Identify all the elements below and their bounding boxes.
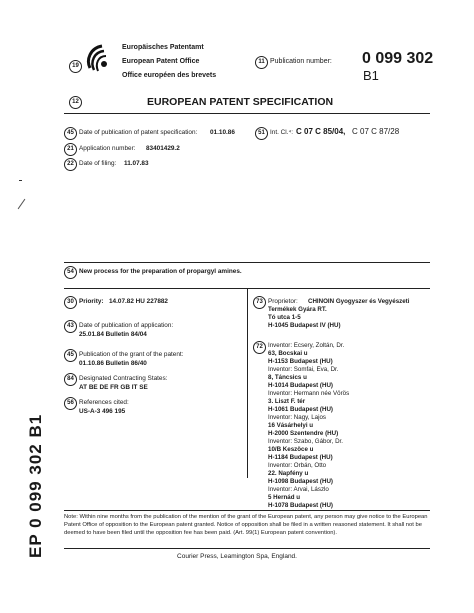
pub-date-value: 01.10.86 xyxy=(210,129,235,136)
inventor-block xyxy=(268,342,349,510)
inventor-line: Inventor: Nagy, Lajos xyxy=(268,414,327,421)
code-22: 22 xyxy=(64,158,77,171)
proprietor-line: H-1045 Budapest IV (HU) xyxy=(268,322,341,329)
refs-label: References cited: xyxy=(79,399,129,406)
proprietor-line: Termékek Gyára RT. xyxy=(268,306,327,313)
code-45b: 45 xyxy=(64,349,77,362)
inventor-line: Inventor: Ecsery, Zoltán, Dr. xyxy=(268,342,345,349)
states-value: AT BE DE FR GB IT SE xyxy=(79,384,148,391)
inventor-line: Inventor: Orbán, Otto xyxy=(268,462,327,469)
code-11: 11 xyxy=(255,56,268,69)
title-top-rule xyxy=(64,262,430,263)
proprietor-line: CHINOIN Gyogyszer és Vegyészeti xyxy=(308,298,410,305)
invention-title: New process for the preparation of propargyl amines. xyxy=(79,268,242,275)
code-45: 45 xyxy=(64,127,77,140)
code-12: 12 xyxy=(69,96,82,109)
inventor-line: 16 Vásárhelyi u xyxy=(268,422,314,429)
priority-value: 14.07.82 HU 227882 xyxy=(109,298,168,305)
publication-number: 0 099 302 xyxy=(362,50,434,67)
document-type: EUROPEAN PATENT SPECIFICATION xyxy=(147,96,334,108)
code-43: 43 xyxy=(64,320,77,333)
code-51: 51 xyxy=(255,127,268,140)
states-label: Designated Contracting States: xyxy=(79,375,168,382)
side-publication-label: EP 0 099 302 B1 xyxy=(26,413,45,558)
app-number-value: 83401429.2 xyxy=(146,145,180,152)
publication-number-label: Publication number: xyxy=(270,58,332,65)
filing-date-label: Date of filing: xyxy=(79,160,117,167)
filing-date-value: 11.07.83 xyxy=(124,160,149,167)
inventor-line: H-2000 Szentendre (HU) xyxy=(268,430,339,437)
inventor-line: Inventor: Hermann née Vörös xyxy=(268,390,350,397)
refs-value: US-A-3 496 195 xyxy=(79,408,126,415)
scan-mark xyxy=(18,199,26,209)
grant-pub-label: Publication of the grant of the patent: xyxy=(79,351,184,358)
epo-name-en: European Patent Office xyxy=(122,58,200,65)
code-73: 73 xyxy=(253,296,266,309)
column-divider xyxy=(247,288,248,478)
proprietor-label: Proprietor: xyxy=(268,298,298,305)
code-19: 19 xyxy=(69,60,82,73)
header-divider xyxy=(64,113,430,114)
inventor-line: H-1078 Budapest (HU) xyxy=(268,502,333,509)
int-cl-label: Int. Cl.⁴: xyxy=(270,129,293,136)
inventor-line: 5 Hernád u xyxy=(268,494,300,501)
int-cl-secondary: C 07 C 87/28 xyxy=(352,127,400,136)
printer-line: Courier Press, Leamington Spa, England. xyxy=(177,553,297,560)
inventor-line: H-1014 Budapest (HU) xyxy=(268,382,333,389)
code-84: 84 xyxy=(64,373,77,386)
kind-code: B1 xyxy=(363,68,379,83)
inventor-line: H-1098 Budapest (HU) xyxy=(268,478,333,485)
inventor-line: 63, Bocskai u xyxy=(268,350,308,357)
inventor-line: H-1153 Budapest (HU) xyxy=(268,358,333,365)
opposition-note: Note: Within nine months from the publication of the mention of the grant of the European patent, any person may give notice to the European Patent Office of opposition to the European patent granted. Notice of opposition shall be filed in a written reasoned statement. It shall not be deemed to have been filed until the opposition fee has been paid. (Art. 99(1) European patent convention). xyxy=(64,514,428,537)
code-72: 72 xyxy=(253,341,266,354)
epo-logo xyxy=(84,40,114,74)
inventor-line: Inventor: Arvai, Lászlo xyxy=(268,486,329,493)
inventor-line: Inventor: Szabo, Gábor, Dr. xyxy=(268,438,343,445)
note-bottom-rule xyxy=(64,548,430,549)
inventor-line: Inventor: Somfai, Eva, Dr. xyxy=(268,366,339,373)
grant-pub-value: 01.10.86 Bulletin 86/40 xyxy=(79,360,147,367)
scan-mark xyxy=(19,180,22,181)
proprietor-line: Tó utca 1-5 xyxy=(268,314,301,321)
app-number-label: Application number: xyxy=(79,145,136,152)
int-cl-primary: C 07 C 85/04, xyxy=(296,127,346,136)
epo-name-fr: Office européen des brevets xyxy=(122,72,217,79)
code-30: 30 xyxy=(64,296,77,309)
inventor-line: H-1184 Budapest (HU) xyxy=(268,454,333,461)
inventor-line: 22. Napfény u xyxy=(268,470,309,477)
note-top-rule xyxy=(64,510,430,511)
proprietor-block xyxy=(268,298,409,330)
inventor-line: H-1061 Budapest (HU) xyxy=(268,406,333,413)
inventor-line: 10/B Keszöce u xyxy=(268,446,314,453)
epo-name-de: Europäisches Patentamt xyxy=(122,44,204,51)
code-56: 56 xyxy=(64,397,77,410)
code-21: 21 xyxy=(64,143,77,156)
app-pub-value: 25.01.84 Bulletin 84/04 xyxy=(79,331,147,338)
inventor-line: 8, Táncsics u xyxy=(268,374,307,381)
inventor-line: 3. Liszt F. tér xyxy=(268,398,306,405)
app-pub-label: Date of publication of application: xyxy=(79,322,174,329)
pub-date-label: Date of publication of patent specification: xyxy=(79,129,198,136)
priority-label: Priority: xyxy=(79,298,104,305)
code-54: 54 xyxy=(64,266,77,279)
